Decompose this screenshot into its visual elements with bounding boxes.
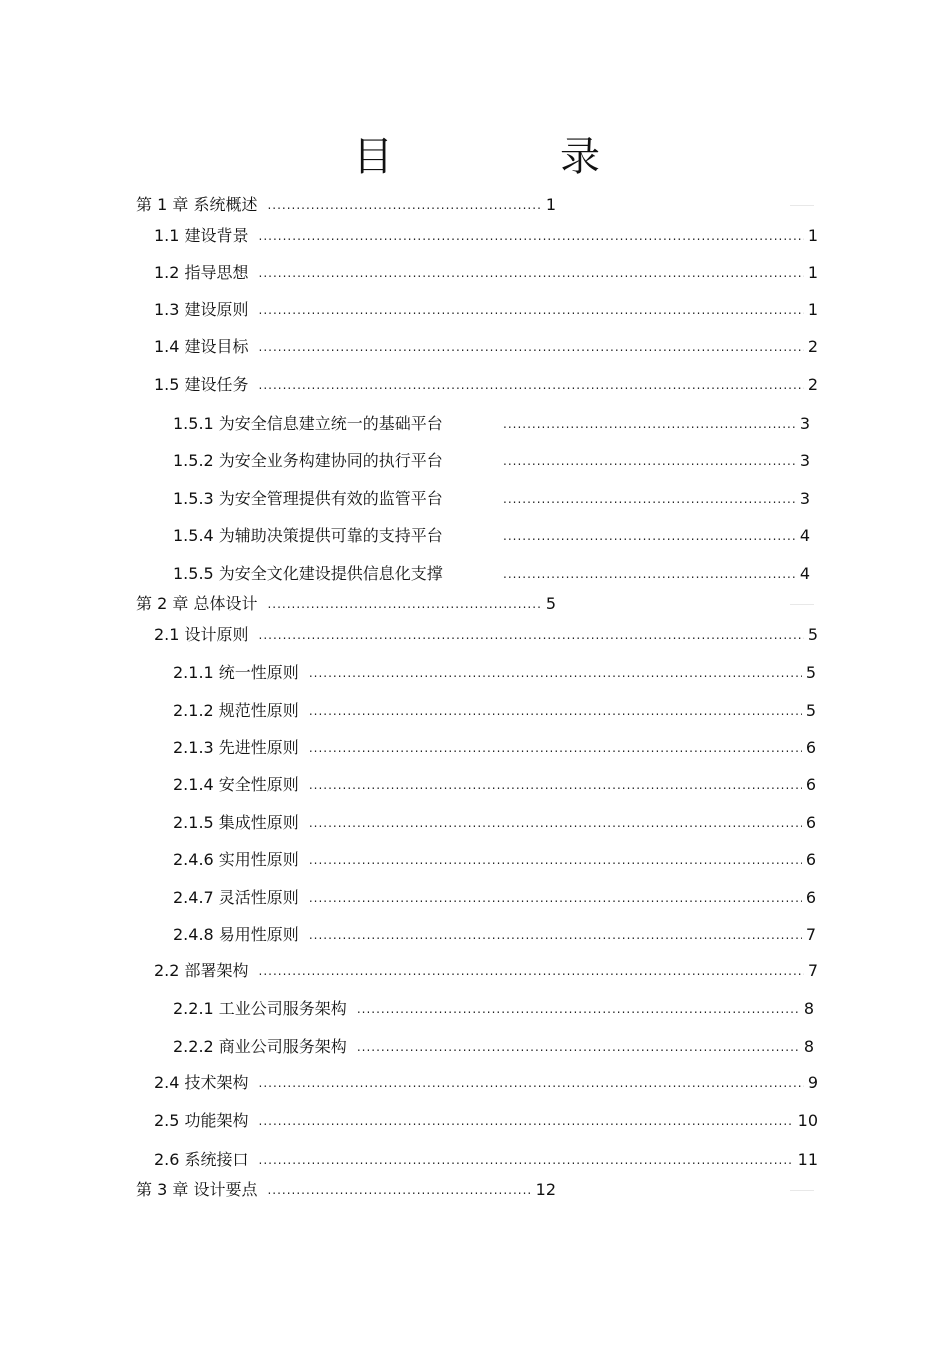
toc-page-number: 7 [807, 961, 818, 980]
toc-entry-label: 2.5 功能架构 [154, 1111, 249, 1130]
toc-entry[interactable] [173, 488, 810, 510]
toc-entry-label: 1.5 建设任务 [154, 375, 249, 394]
toc-entry[interactable] [154, 1072, 818, 1094]
toc-page-number: 10 [797, 1111, 818, 1130]
toc-entry-label: 1.4 建设目标 [154, 337, 249, 356]
toc-entry-label: 2.6 系统接口 [154, 1150, 249, 1169]
toc-page-number: 12 [535, 1180, 556, 1199]
toc-entry-label: 2.2.1 工业公司服务架构 [173, 999, 347, 1018]
toc-leader-dots [503, 488, 796, 510]
toc-entry-label: 2.1.4 安全性原则 [173, 775, 299, 794]
toc-page-number: 5 [805, 701, 816, 720]
toc-entry-label: 1.5.4 为辅助决策提供可靠的支持平台 [173, 526, 443, 545]
toc-entry-label: 第 3 章 设计要点 [136, 1180, 258, 1199]
toc-leader-dots [259, 299, 804, 321]
toc-entry[interactable] [154, 262, 818, 284]
toc-entry-label: 2.1.1 统一性原则 [173, 663, 299, 682]
toc-leader-dots [357, 1036, 800, 1058]
toc-entry[interactable] [154, 336, 818, 358]
toc-entry[interactable] [173, 774, 816, 796]
toc-page-number: 11 [797, 1150, 818, 1169]
toc-entry-label: 2.1.5 集成性原则 [173, 813, 299, 832]
toc-entry[interactable] [173, 998, 814, 1020]
toc-page-number: 2 [807, 337, 818, 356]
toc-page-number: 1 [807, 300, 818, 319]
toc-page-number: 8 [803, 1037, 814, 1056]
toc-page-number: 4 [799, 526, 810, 545]
toc-entry[interactable] [173, 662, 816, 684]
toc-leader-dots [259, 336, 804, 358]
toc-page-number: 6 [805, 738, 816, 757]
title-char-1: 目 [353, 134, 393, 180]
toc-entry-label: 2.2.2 商业公司服务架构 [173, 1037, 347, 1056]
toc-entry[interactable] [154, 225, 818, 247]
toc-entry-label: 2.4.7 灵活性原则 [173, 888, 299, 907]
toc-entry-label: 2.1.2 规范性原则 [173, 701, 299, 720]
toc-page-number: 2 [807, 375, 818, 394]
chapter-rule-line [790, 205, 814, 206]
toc-leader-dots [267, 194, 541, 216]
toc-leader-dots [259, 960, 804, 982]
toc-page-number: 3 [799, 414, 810, 433]
toc-entry[interactable] [154, 624, 818, 646]
toc-page-number: 5 [807, 625, 818, 644]
toc-entry-label: 1.2 指导思想 [154, 263, 249, 282]
toc-page-number: 4 [799, 564, 810, 583]
toc-entry[interactable] [173, 887, 816, 909]
chapter-rule-line [790, 1190, 814, 1191]
toc-entry[interactable] [154, 1149, 818, 1171]
toc-leader-dots [259, 374, 804, 396]
toc-leader-dots [309, 849, 802, 871]
toc-entry[interactable] [154, 960, 818, 982]
toc-leader-dots [309, 774, 802, 796]
toc-entry-label: 2.1.3 先进性原则 [173, 738, 299, 757]
toc-page-number: 8 [803, 999, 814, 1018]
toc-leader-dots [267, 1179, 531, 1201]
toc-entry-label: 第 2 章 总体设计 [136, 594, 258, 613]
toc-page-number: 3 [799, 489, 810, 508]
toc-leader-dots [503, 450, 796, 472]
toc-page-number: 1 [545, 195, 556, 214]
toc-entry[interactable] [154, 299, 818, 321]
toc-leader-dots [503, 413, 796, 435]
toc-entry-label: 1.5.1 为安全信息建立统一的基础平台 [173, 414, 443, 433]
toc-leader-dots [259, 1110, 794, 1132]
toc-leader-dots [309, 812, 802, 834]
toc-entry[interactable] [154, 1110, 818, 1132]
toc-entry[interactable] [173, 525, 810, 547]
title-char-2: 录 [560, 134, 600, 180]
toc-entry-label: 2.1 设计原则 [154, 625, 249, 644]
toc-leader-dots [259, 225, 804, 247]
toc-chapter-entry[interactable] [136, 1179, 556, 1201]
toc-leader-dots [259, 624, 804, 646]
toc-leader-dots [309, 700, 802, 722]
toc-entry[interactable] [173, 563, 810, 585]
toc-leader-dots [309, 887, 802, 909]
toc-entry[interactable] [173, 1036, 814, 1058]
toc-page-number: 6 [805, 775, 816, 794]
toc-leader-dots [259, 1072, 804, 1094]
toc-leader-dots [259, 1149, 794, 1171]
toc-entry[interactable] [173, 413, 810, 435]
toc-page-number: 1 [807, 263, 818, 282]
toc-entry-label: 第 1 章 系统概述 [136, 195, 258, 214]
toc-entry[interactable] [154, 374, 818, 396]
toc-page-number: 3 [799, 451, 810, 470]
chapter-rule-line [790, 604, 814, 605]
toc-leader-dots [267, 593, 541, 615]
toc-leader-dots [309, 924, 802, 946]
toc-leader-dots [309, 737, 802, 759]
toc-leader-dots [503, 525, 796, 547]
toc-entry-label: 1.1 建设背景 [154, 226, 249, 245]
toc-leader-dots [259, 262, 804, 284]
toc-chapter-entry[interactable] [136, 194, 556, 216]
toc-page-number: 6 [805, 813, 816, 832]
toc-entry[interactable] [173, 700, 816, 722]
toc-page-number: 6 [805, 888, 816, 907]
toc-entry-label: 2.4 技术架构 [154, 1073, 249, 1092]
toc-page-number: 5 [545, 594, 556, 613]
toc-leader-dots [357, 998, 800, 1020]
toc-leader-dots [309, 662, 802, 684]
toc-entry-label: 2.4.6 实用性原则 [173, 850, 299, 869]
toc-entry-label: 1.5.3 为安全管理提供有效的监管平台 [173, 489, 443, 508]
toc-entry-label: 1.5.2 为安全业务构建协同的执行平台 [173, 451, 443, 470]
toc-chapter-entry[interactable] [136, 593, 556, 615]
toc-entry-label: 2.2 部署架构 [154, 961, 249, 980]
toc-page-number: 5 [805, 663, 816, 682]
toc-page-number: 7 [805, 925, 816, 944]
toc-entry-label: 1.5.5 为安全文化建设提供信息化支撑 [173, 564, 443, 583]
toc-entry[interactable] [173, 812, 816, 834]
toc-entry[interactable] [173, 924, 816, 946]
toc-entry-label: 2.4.8 易用性原则 [173, 925, 299, 944]
toc-page-number: 1 [807, 226, 818, 245]
toc-entry[interactable] [173, 450, 810, 472]
toc-leader-dots [503, 563, 796, 585]
toc-entry[interactable] [173, 737, 816, 759]
toc-entry[interactable] [173, 849, 816, 871]
toc-entry-label: 1.3 建设原则 [154, 300, 249, 319]
toc-page-number: 9 [807, 1073, 818, 1092]
toc-page-number: 6 [805, 850, 816, 869]
